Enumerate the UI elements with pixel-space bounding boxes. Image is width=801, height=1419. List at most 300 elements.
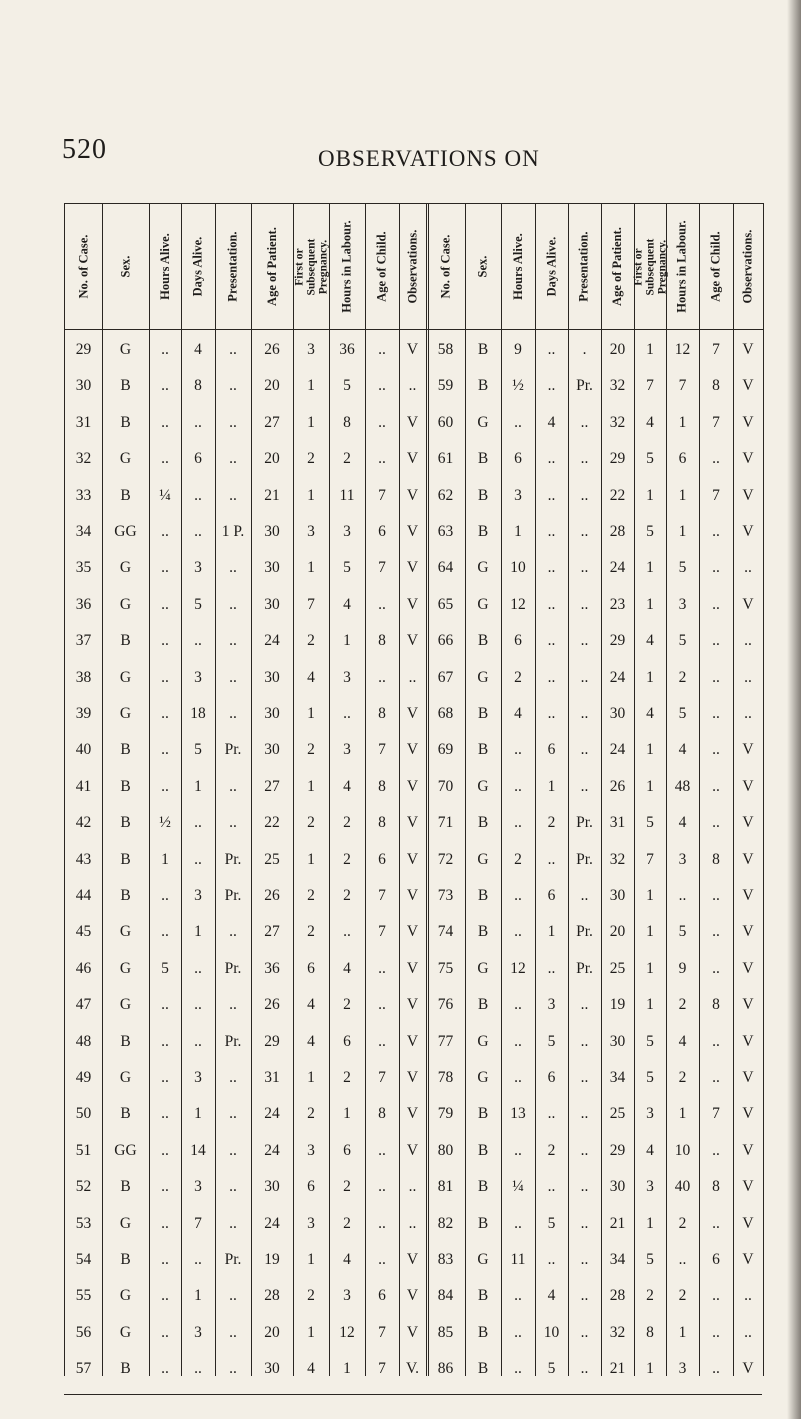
table-cell: 2 <box>343 1178 351 1196</box>
table-cell: 48 <box>674 777 691 795</box>
table-cell: V <box>742 595 754 613</box>
table-cell: 3 <box>194 1178 202 1196</box>
table-cell: 45 <box>75 923 92 941</box>
table-cell: V <box>742 1032 754 1050</box>
table-cell: 2 <box>307 741 315 759</box>
table-cell: 55 <box>75 1287 92 1305</box>
table-cell: .. <box>229 705 237 722</box>
table-cell: .. <box>378 1032 386 1050</box>
table-cell: G <box>477 595 489 613</box>
table-cell: 34 <box>75 523 92 540</box>
table-cell: 64 <box>437 559 454 577</box>
table-cell: 1 <box>307 486 315 504</box>
table-cell: Pr. <box>576 850 593 868</box>
table-cell: B <box>120 1251 131 1268</box>
table-cell: G <box>119 1323 132 1341</box>
table-cell: 1 <box>307 850 315 868</box>
table-cell: 2 <box>307 1287 315 1305</box>
table-cell: .. <box>712 887 720 904</box>
table-cell: .. <box>547 632 556 650</box>
table-cell: 30 <box>264 668 280 686</box>
table-cell: 20 <box>609 341 626 358</box>
table-cell: V <box>742 1360 754 1378</box>
table-row <box>65 663 763 693</box>
table-row <box>65 1281 763 1311</box>
table-cell: Pr. <box>576 377 593 395</box>
table-row <box>65 444 763 474</box>
table-cell: 4 <box>678 1032 687 1050</box>
table-cell: G <box>119 923 132 941</box>
table-cell: .. <box>547 559 556 577</box>
table-cell: V <box>742 996 754 1014</box>
table-cell: 8 <box>378 705 386 722</box>
table-cell: 21 <box>264 486 280 504</box>
table-row <box>65 590 763 620</box>
table-cell: .. <box>514 1287 522 1305</box>
table-cell: 20 <box>609 923 626 941</box>
table-cell: 47 <box>75 996 92 1014</box>
table-cell: 7 <box>712 1105 720 1123</box>
table-cell: 86 <box>437 1360 454 1378</box>
table-cell: .. <box>547 377 556 395</box>
table-cell: 22 <box>264 814 280 832</box>
table-cell: 5 <box>547 1360 556 1378</box>
table-cell: GG <box>114 523 137 540</box>
table-cell: .. <box>161 1032 169 1050</box>
table-cell: 2 <box>307 814 315 832</box>
table-cell: G <box>477 1251 489 1268</box>
table-row <box>65 1027 763 1057</box>
table-cell: 5 <box>646 523 654 540</box>
table-cell: .. <box>408 1178 417 1196</box>
table-cell: 11 <box>510 1251 526 1268</box>
table-cell: 6 <box>547 1069 556 1086</box>
column-header <box>102 208 149 326</box>
table-cell: V <box>742 523 754 540</box>
table-cell: 40 <box>75 741 92 759</box>
table-cell: 2 <box>514 850 522 868</box>
table-cell: 4 <box>646 632 654 650</box>
table-cell: 30 <box>264 741 280 759</box>
table-cell: B <box>120 1105 131 1123</box>
table-cell: .. <box>514 1032 522 1050</box>
table-cell: 30 <box>264 595 280 613</box>
table-cell: Pr. <box>224 741 242 759</box>
table-cell: B <box>477 887 489 904</box>
table-cell: 5 <box>194 741 202 759</box>
table-cell: 4 <box>646 413 654 431</box>
table-cell: 1 <box>646 341 654 358</box>
table-cell: 4 <box>343 1251 351 1268</box>
table-cell: 37 <box>75 632 92 650</box>
table-cell: G <box>477 850 489 868</box>
table-cell: 12 <box>510 959 526 977</box>
table-cell: 6 <box>378 523 386 540</box>
table-cell: 7 <box>378 923 386 941</box>
table-cell: 2 <box>343 887 351 904</box>
table-cell: 31 <box>75 413 92 431</box>
table-cell: 2 <box>307 887 315 904</box>
table-cell: B <box>120 1032 131 1050</box>
table-cell: 24 <box>264 632 280 650</box>
table-row <box>65 408 763 438</box>
table-cell: 1 <box>161 850 169 868</box>
table-cell: V <box>742 923 754 941</box>
table-row <box>65 1099 763 1129</box>
table-cell: 5 <box>646 1032 654 1050</box>
table-cell: .. <box>229 413 237 431</box>
table-cell: .. <box>580 741 589 759</box>
column-header-label: Hours Alive. <box>510 233 525 301</box>
table-cell: 6 <box>547 741 556 759</box>
table-row <box>65 954 763 984</box>
column-header <box>181 208 215 326</box>
table-cell: B <box>477 1141 489 1159</box>
table-cell: V <box>742 741 754 759</box>
table-cell: 49 <box>75 1069 92 1086</box>
table-cell: 4 <box>307 1032 315 1050</box>
table-cell: 3 <box>307 523 315 540</box>
table-cell: .. <box>712 814 720 832</box>
table-cell: 31 <box>609 814 626 832</box>
table-cell: 8 <box>712 1178 720 1196</box>
table-cell: 79 <box>437 1105 454 1123</box>
table-cell: 4 <box>514 705 522 722</box>
table-cell: 6 <box>678 450 687 468</box>
table-cell: 1 <box>547 923 556 941</box>
table-cell: 1 P. <box>221 523 245 540</box>
table-row <box>65 1245 763 1275</box>
table-row <box>65 845 763 875</box>
table-cell: .. <box>161 777 169 795</box>
table-cell: 13 <box>510 1105 526 1123</box>
table-cell: B <box>477 1178 489 1196</box>
table-cell: 80 <box>437 1141 454 1159</box>
table-cell: .. <box>229 923 237 941</box>
table-cell: 29 <box>264 1032 280 1050</box>
table-cell: 14 <box>190 1141 206 1159</box>
table-cell: 7 <box>646 850 654 868</box>
table-cell: .. <box>514 777 522 795</box>
table-cell: 6 <box>307 1178 315 1196</box>
table-cell: 35 <box>75 559 92 577</box>
table-cell: .. <box>161 887 169 904</box>
table-cell: B <box>477 341 489 358</box>
table-cell: B <box>120 850 131 868</box>
table-cell: 59 <box>437 377 454 395</box>
table-cell: 84 <box>437 1287 454 1305</box>
table-cell: 7 <box>378 887 386 904</box>
table-cell: 76 <box>437 996 454 1014</box>
table-cell: .. <box>229 1141 237 1159</box>
table-cell: 34 <box>609 1251 626 1268</box>
table-cell: 1 <box>307 777 315 795</box>
table-cell: 11 <box>339 486 355 504</box>
table-cell: G <box>119 996 132 1014</box>
table-cell: B <box>120 741 131 759</box>
table-cell: 24 <box>609 559 626 577</box>
table-cell: ¼ <box>159 486 171 504</box>
table-cell: 50 <box>75 1105 92 1123</box>
table-cell: 32 <box>75 450 92 468</box>
column-header <box>631 208 669 326</box>
table-cell: .. <box>229 1323 237 1341</box>
table-cell: 32 <box>609 1323 626 1341</box>
table-cell: .. <box>161 1178 169 1196</box>
table-cell: 5 <box>547 1214 556 1232</box>
table-cell: 56 <box>75 1323 92 1341</box>
table-cell: .. <box>514 814 522 832</box>
table-cell: 46 <box>75 959 92 977</box>
table-cell: 1 <box>646 1214 654 1232</box>
table-cell: 7 <box>678 377 687 395</box>
table-cell: 20 <box>264 1323 280 1341</box>
table-cell: .. <box>229 1214 237 1232</box>
table-cell: 12 <box>674 341 691 358</box>
table-cell: .. <box>744 1287 752 1305</box>
table-cell: 3 <box>194 668 202 686</box>
table-row <box>65 1209 763 1239</box>
table-cell: Pr. <box>224 1251 242 1268</box>
table-row <box>65 699 763 729</box>
table-cell: 2 <box>646 1287 654 1305</box>
table-cell: 25 <box>609 1105 626 1123</box>
table-cell: V <box>742 777 754 795</box>
table-cell: .. <box>514 1214 522 1232</box>
table-cell: V <box>406 996 419 1014</box>
table-cell: G <box>477 777 489 795</box>
table-cell: V <box>406 1251 419 1268</box>
table-cell: 5 <box>678 923 687 941</box>
table-cell: 2 <box>514 668 522 686</box>
table-cell: B <box>477 377 489 395</box>
table-cell: B <box>120 486 131 504</box>
column-header <box>699 208 733 326</box>
table-cell: .. <box>229 668 237 686</box>
table-cell: 3 <box>194 1069 202 1086</box>
column-header-label: Age of Child. <box>708 231 723 303</box>
table-cell: .. <box>161 377 169 395</box>
column-header-label: Hours in Labour. <box>339 220 354 314</box>
table-cell: 26 <box>264 996 280 1014</box>
table-cell: 3 <box>646 1105 654 1123</box>
table-cell: V <box>406 523 419 540</box>
table-cell: 75 <box>437 959 454 977</box>
table-cell: V <box>406 559 419 577</box>
table-cell: .. <box>712 632 720 650</box>
table-cell: 1 <box>547 777 556 795</box>
table-cell: 9 <box>514 341 522 358</box>
column-header-label: Days Alive. <box>543 237 558 297</box>
column-header-label: No. of Case. <box>437 235 452 299</box>
table-cell: .. <box>580 1323 589 1341</box>
table-cell: V <box>406 923 419 941</box>
table-cell: 2 <box>307 450 315 468</box>
table-cell: G <box>119 559 132 577</box>
table-cell: .. <box>712 595 720 613</box>
table-cell: B <box>477 1105 489 1123</box>
table-cell: .. <box>547 341 556 358</box>
table-cell: .. <box>580 1287 589 1305</box>
table-cell: .. <box>378 341 386 358</box>
table-cell: 24 <box>264 1105 280 1123</box>
table-cell: B <box>477 450 489 468</box>
table-cell: B <box>120 814 131 832</box>
table-cell: 1 <box>343 1105 351 1123</box>
table-cell: V <box>742 1178 754 1196</box>
table-cell: B <box>477 814 489 832</box>
column-header-label: Presentation. <box>225 231 240 303</box>
table-cell: 61 <box>437 450 454 468</box>
table-cell: 25 <box>609 959 626 977</box>
table-cell: .. <box>712 559 720 577</box>
table-cell: .. <box>161 450 169 468</box>
case-table <box>64 203 764 1376</box>
table-cell: .. <box>161 632 169 650</box>
table-cell: 30 <box>264 705 280 722</box>
table-cell: .. <box>161 1069 169 1086</box>
table-cell: 32 <box>609 377 626 395</box>
table-cell: V <box>742 887 754 904</box>
table-cell: 4 <box>678 741 687 759</box>
table-cell: .. <box>712 1360 720 1378</box>
table-cell: .. <box>580 777 589 795</box>
table-cell: 6 <box>547 887 556 904</box>
table-cell: .. <box>194 996 202 1014</box>
table-cell: .. <box>744 559 752 577</box>
table-cell: 8 <box>343 413 351 431</box>
table-cell: V <box>406 814 419 832</box>
table-cell: 2 <box>343 814 351 832</box>
table-cell: .. <box>712 1032 720 1050</box>
table-cell: B <box>477 632 489 650</box>
column-header-label: Days Alive. <box>190 237 205 297</box>
table-cell: 4 <box>547 1287 556 1305</box>
table-cell: 10 <box>674 1141 691 1159</box>
table-cell: 1 <box>678 1323 687 1341</box>
table-cell: B <box>120 777 131 795</box>
table-cell: V <box>406 1323 419 1341</box>
table-cell: G <box>477 668 489 686</box>
table-cell: .. <box>378 996 386 1014</box>
table-cell: 2 <box>547 1141 556 1159</box>
table-cell: .. <box>161 1214 169 1232</box>
table-cell: 3 <box>307 341 315 358</box>
table-cell: .. <box>580 1069 589 1086</box>
table-cell: .. <box>378 413 386 431</box>
table-cell: .. <box>161 741 169 759</box>
table-cell: 5 <box>678 559 687 577</box>
column-header-label: Sex. <box>475 256 490 278</box>
table-cell: .. <box>194 850 202 868</box>
table-cell: .. <box>229 777 237 795</box>
table-cell: 4 <box>547 413 556 431</box>
table-cell: 5 <box>343 377 351 395</box>
table-cell: .. <box>229 559 237 577</box>
table-cell: ½ <box>159 814 171 832</box>
table-cell: 8 <box>646 1323 654 1341</box>
table-cell: 26 <box>609 777 626 795</box>
table-cell: V <box>406 741 419 759</box>
table-cell: 10 <box>543 1323 560 1341</box>
table-cell: Pr. <box>576 923 593 941</box>
table-cell: .. <box>580 1141 589 1159</box>
table-cell: 19 <box>609 996 626 1014</box>
table-cell: 7 <box>712 486 720 504</box>
table-cell: 19 <box>264 1251 280 1268</box>
table-cell: G <box>119 1287 132 1305</box>
table-cell: 44 <box>75 887 92 904</box>
table-cell: 29 <box>609 450 626 468</box>
table-cell: .. <box>580 632 589 650</box>
table-cell: 36 <box>264 959 280 977</box>
table-cell: .. <box>161 1360 169 1378</box>
column-header <box>329 208 365 326</box>
table-cell: .. <box>547 523 556 540</box>
table-cell: .. <box>580 595 589 613</box>
table-cell: .. <box>229 1178 237 1196</box>
table-cell: .. <box>547 668 556 686</box>
table-cell: 1 <box>678 413 687 431</box>
table-cell: .. <box>161 705 169 722</box>
table-cell: 1 <box>307 1069 315 1086</box>
column-header-label: Observations. <box>740 230 755 304</box>
table-cell: .. <box>580 1214 589 1232</box>
table-cell: B <box>477 1360 489 1378</box>
column-header <box>501 208 535 326</box>
table-cell: 7 <box>712 413 720 431</box>
table-cell: G <box>119 341 132 358</box>
table-cell: 7 <box>378 741 386 759</box>
table-cell: B <box>477 923 489 941</box>
table-cell: 2 <box>678 1069 687 1086</box>
table-cell: .. <box>378 377 386 395</box>
table-cell: 28 <box>264 1287 280 1305</box>
table-cell: 1 <box>307 1323 315 1341</box>
table-cell: 5 <box>646 450 654 468</box>
table-cell: .. <box>547 959 556 977</box>
table-cell: 1 <box>307 377 315 395</box>
table-cell: 24 <box>264 1141 280 1159</box>
table-cell: .. <box>161 923 169 941</box>
table-cell: 2 <box>678 996 687 1014</box>
table-cell: V <box>406 850 419 868</box>
table-cell: .. <box>712 1323 720 1341</box>
table-cell: Pr. <box>576 959 593 977</box>
table-cell: 27 <box>264 777 280 795</box>
table-cell: V <box>406 887 419 904</box>
table-cell: .. <box>744 632 752 650</box>
table-cell: 26 <box>264 341 280 358</box>
column-header <box>465 208 501 326</box>
table-cell: .. <box>580 523 589 540</box>
table-cell: G <box>477 1069 489 1086</box>
table-cell: 1 <box>646 668 654 686</box>
table-cell: 28 <box>609 1287 626 1305</box>
table-cell: .. <box>580 450 589 468</box>
table-cell: 2 <box>547 814 556 832</box>
table-cell: 21 <box>609 1214 626 1232</box>
table-row <box>65 335 763 365</box>
table-cell: .. <box>229 632 237 650</box>
table-cell: 7 <box>646 377 654 395</box>
table-cell: B <box>120 887 131 904</box>
table-cell: V <box>406 1141 419 1159</box>
table-cell: 1 <box>307 1251 315 1268</box>
table-cell: V <box>742 377 754 395</box>
table-cell: 5 <box>161 959 169 977</box>
table-cell: 4 <box>307 1360 315 1378</box>
